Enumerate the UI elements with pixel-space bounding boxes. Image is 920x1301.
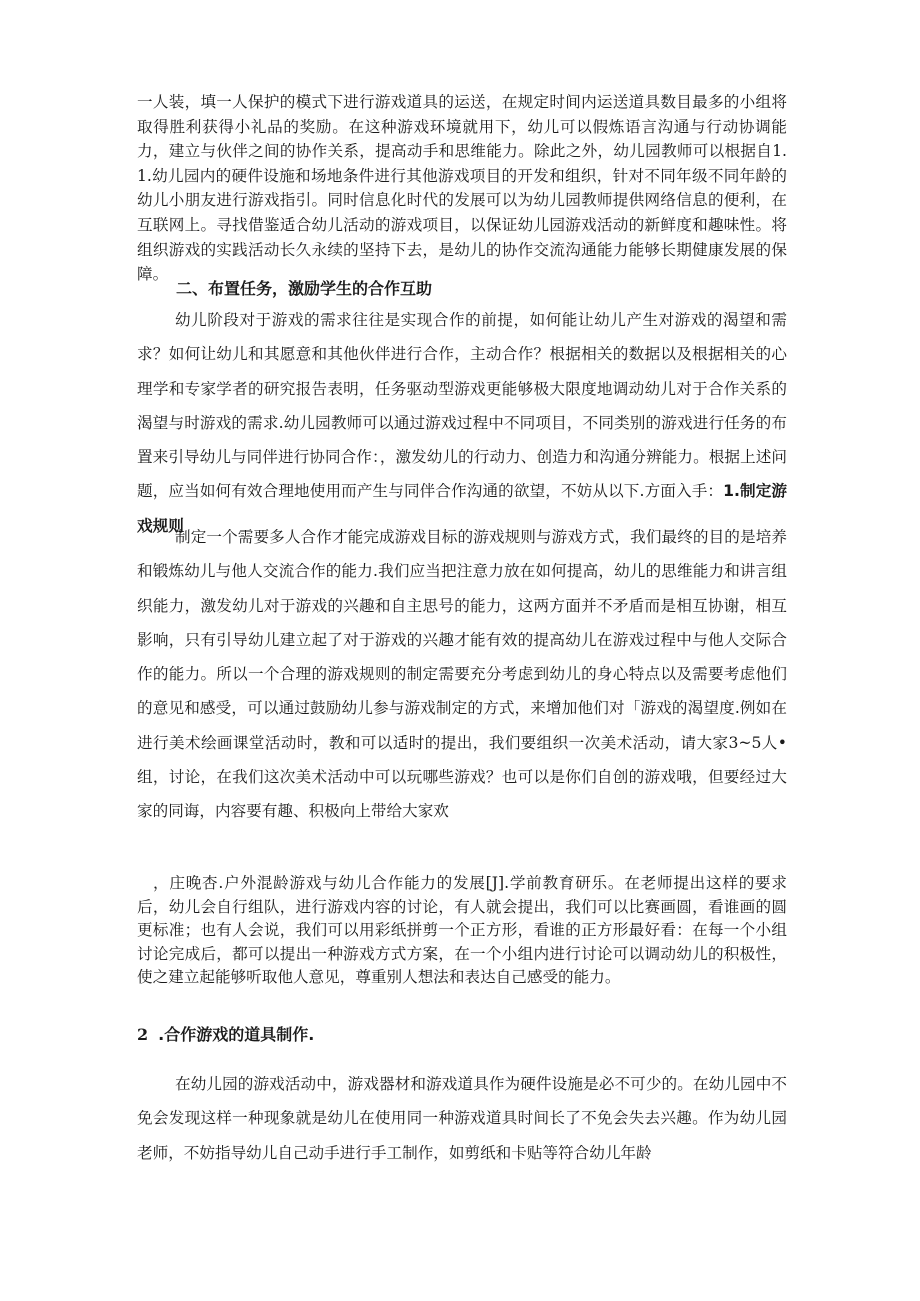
subheading-props (137, 1022, 314, 1045)
subheading-props-title: .合作游戏的道具制作. (158, 1025, 315, 1044)
paragraph-props: 在幼儿园的游戏活动中，游戏器材和游戏道具作为硬件设施是必不可少的。在幼儿园中不免会发现这样一种现象就是幼儿在使用同一种游戏道具时间长了不免会失去兴趣。作为幼儿园老师，不妨指导幼儿自己动手进行手工制作，如剪纸和卡贴等符合幼儿年龄 (137, 1075, 787, 1162)
section-heading-2: 二、布置任务，激励学生的合作互助 (176, 279, 433, 298)
paragraph-footnote: ，庄晚杏.户外混龄游戏与幼儿合作能力的发展[J].学前教育研乐。在老师提出这样的要求后，幼儿会自行组队，进行游戏内容的讨论，有人就会提出，我们可以比赛画圆，看谁画的圆更标准；也有人会说，我们可以用彩纸拼剪一个正方形，看谁的正方形最好看：在每一个小组讨论完成后，都可以提出一种游戏方式方案，在一个小组内进行讨论可以调动幼儿的积极性，使之建立起能够听取他人意见，尊重别人想法和表达自己感受的能力。 (137, 874, 787, 986)
paragraph-rules: 制定一个需要多人合作才能完成游戏目标的游戏规则与游戏方式，我们最终的目的是培养和锻炼幼儿与他人交流合作的能力.我们应当把注意力放在如何提高，幼儿的思维能力和讲言组织能力，激发幼儿对于游戏的兴趣和自主思号的能力，这两方面并不矛盾而是相互协谢，相互影响，只有引导幼儿建立起了对于游戏的兴趣才能有效的提高幼儿在游戏过程中与他人交际合作的能力。所以一个合理的游戏规则的制定需要充分考虑到幼儿的身心特点以及需要考虑他们的意见和感受，可以通过鼓励幼儿参与游戏制定的方式，来增加他们对「游戏的渴望度.例如在进行美术绘画课堂活动时，教和可以适时的提出，我们要组织一次美术活动，请大家3~5人•组，讨论，在我们这次美术活动中可以玩哪些游戏？也可以是你们自创的游戏哦，但要经过大家的同诲，内容要有趣、积极向上带给大家欢 (137, 528, 787, 821)
paragraph-task (137, 303, 787, 543)
subheading-number: 2 (137, 1025, 149, 1044)
subheading-game-rules: 1.制定游戏规则 (137, 482, 787, 535)
paragraph-task-text: 幼儿阶段对于游戏的需求往往是实现合作的前提，如何能让幼儿产生对游戏的渴望和需求？如何让幼儿和其愿意和其他伙伴进行合作，主动合作？根据相关的数据以及根据相关的心理学和专家学者的研究报告表明，任务驱动型游戏更能够极大限度地调动幼儿对于合作关系的渴望与时游戏的需求.幼儿园教师可以通过游戏过程中不同项目，不同类别的游戏进行任务的布置来引导幼儿与同伴进行协同合作：，激发幼儿的行动力、创造力和沟通分辨能力。根据上述问题，应当如何有效合理地使用而产生与同伴合作沟通的欲望，不妨从以下.方面入手： (137, 311, 787, 501)
paragraph-intro: 一人装，填一人保护的模式下进行游戏道具的运送，在规定时间内运送道具数目最多的小组将取得胜利获得小礼品的奖励。在这种游戏环境就用下，幼儿可以假炼语言沟通与行动协调能力，建立与伙伴之间的协作关系，提高动手和思维能力。除此之外，幼儿园教师可以根据自1.1.幼儿园内的硬件设施和场地条件进行其他游戏项目的开发和组织，针对不同年级不同年龄的幼儿小朋友进行游戏指引。同时信息化时代的发展可以为幼儿园教师提供网络信息的便利，在互联网上。寻找借鉴适合幼儿活动的游戏项目，以保证幼儿园游戏活动的新鲜度和趣味性。将组织游戏的实践活动长久永续的坚持下去，是幼儿的协作交流沟通能力能够长期健康发展的保障。 (137, 93, 787, 284)
